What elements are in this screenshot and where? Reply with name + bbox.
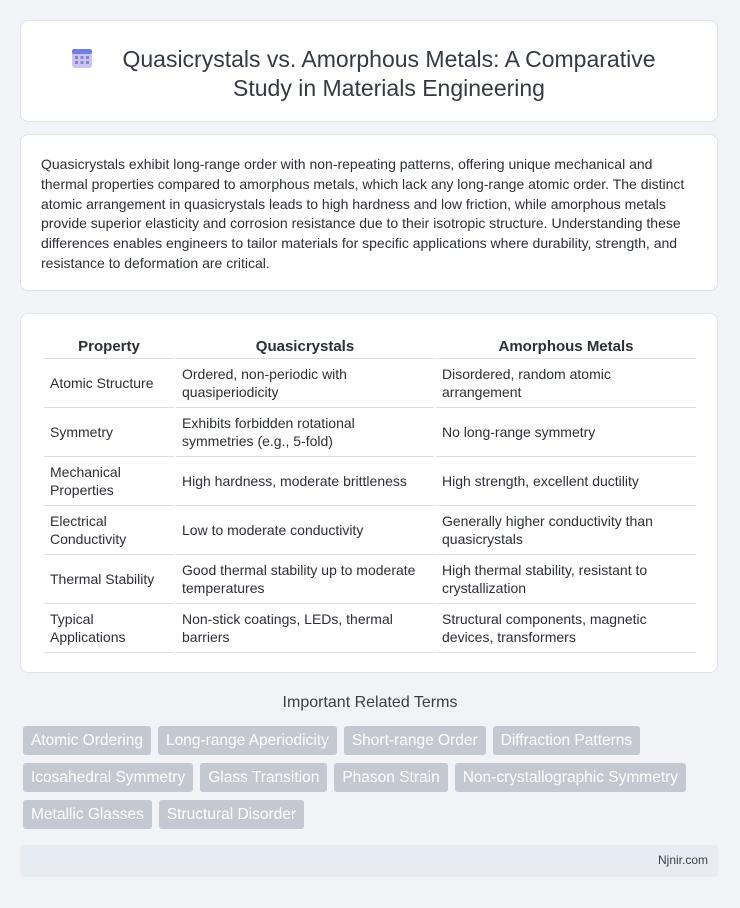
comparison-table-card [20, 313, 718, 673]
footer-site-link[interactable]: Njnir.com [657, 853, 708, 867]
footer [20, 845, 718, 877]
comparison-table [42, 334, 698, 653]
table-cell: Generally higher conductivity than quasicrystals [436, 506, 696, 555]
table-cell: Low to moderate conductivity [176, 506, 434, 555]
header-quasicrystals: Quasicrystals [176, 334, 434, 359]
table-row [44, 359, 696, 408]
table-cell: High strength, excellent ductility [436, 457, 696, 506]
table-cell: Atomic Structure [44, 359, 174, 408]
page-title: Quasicrystals vs. Amorphous Metals: A Comparative Study in Materials Engineering [122, 46, 656, 101]
tag-phason-strain[interactable]: Phason Strain [334, 763, 447, 792]
header-property: Property [44, 334, 174, 359]
table-row [44, 408, 696, 457]
intro-paragraph: Quasicrystals exhibit long-range order with non-repeating patterns, offering unique mechanical and thermal properties compared to amorphous metals, which lack any long-range atomic order. The distinct atomic arrangement in quasicrystals leads to high hardness and low friction, while amorphous metals provide superior elasticity and corrosion resistance due to their isotropic structure. Understanding these differences enables engineers to tailor materials for specific applications where durability, strength, and resistance to deformation are critical. [41, 156, 685, 271]
tag-non-crystallographic-symmetry[interactable]: Non-crystallographic Symmetry [455, 763, 686, 792]
tag-glass-transition[interactable]: Glass Transition [200, 763, 327, 792]
table-row [44, 506, 696, 555]
related-terms-heading: Important Related Terms [282, 694, 458, 711]
tag-short-range-order[interactable]: Short-range Order [344, 726, 486, 755]
intro-card [20, 134, 718, 291]
table-cell: Good thermal stability up to moderate temperatures [176, 555, 434, 604]
tag-atomic-ordering[interactable]: Atomic Ordering [23, 726, 151, 755]
table-cell: Typical Applications [44, 604, 174, 653]
table-cell: Exhibits forbidden rotational symmetries (e.g., 5-fold) [176, 408, 434, 457]
table-cell: Mechanical Properties [44, 457, 174, 506]
table-cell: High thermal stability, resistant to crystallization [436, 555, 696, 604]
tag-long-range-aperiodicity[interactable]: Long-range Aperiodicity [158, 726, 337, 755]
table-row [44, 555, 696, 604]
table-row [44, 604, 696, 653]
tag-diffraction-patterns[interactable]: Diffraction Patterns [493, 726, 641, 755]
header-amorphous-metals: Amorphous Metals [436, 334, 696, 359]
table-cell: Thermal Stability [44, 555, 174, 604]
table-cell: Electrical Conductivity [44, 506, 174, 555]
table-cell: Disordered, random atomic arrangement [436, 359, 696, 408]
tag-icosahedral-symmetry[interactable]: Icosahedral Symmetry [23, 763, 193, 792]
table-cell: Ordered, non-periodic with quasiperiodicity [176, 359, 434, 408]
tag-metallic-glasses[interactable]: Metallic Glasses [23, 800, 152, 829]
table-cell: No long-range symmetry [436, 408, 696, 457]
table-cell: Symmetry [44, 408, 174, 457]
table-cell: High hardness, moderate brittleness [176, 457, 434, 506]
related-terms-list [23, 726, 713, 829]
table-cell: Non-stick coatings, LEDs, thermal barriers [176, 604, 434, 653]
tag-structural-disorder[interactable]: Structural Disorder [159, 800, 304, 829]
table-cell: Structural components, magnetic devices, transformers [436, 604, 696, 653]
table-row [44, 457, 696, 506]
table-header-row [44, 334, 696, 359]
title-card [20, 20, 718, 122]
